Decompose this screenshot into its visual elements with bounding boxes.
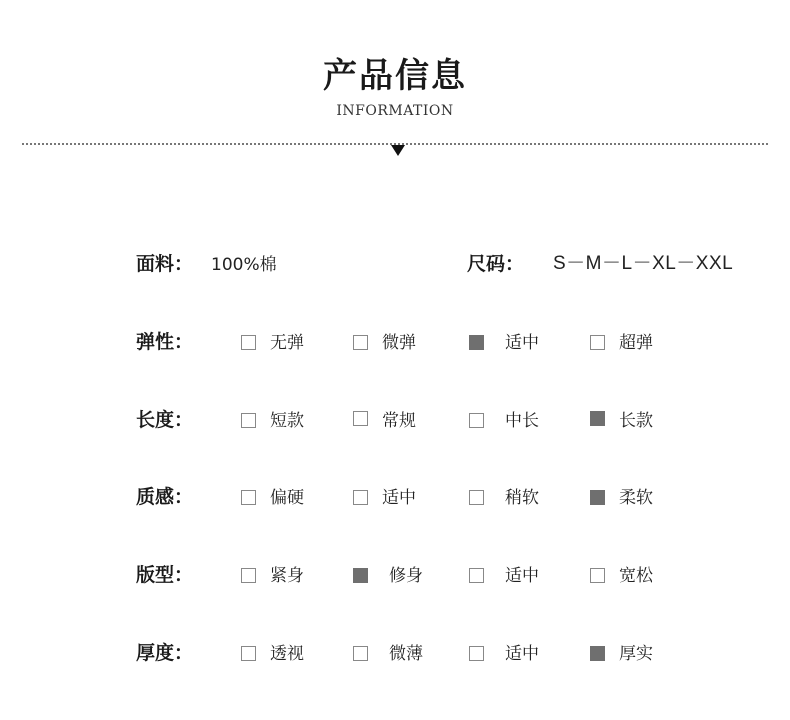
attribute-label: 长度： <box>136 409 194 431</box>
checkbox[interactable] <box>590 335 605 350</box>
checkbox[interactable] <box>469 490 484 505</box>
checkbox[interactable] <box>353 568 368 583</box>
checkbox[interactable] <box>353 335 368 350</box>
size-label: 尺码： <box>467 253 525 275</box>
option-label: 长款 <box>619 411 653 431</box>
checkbox[interactable] <box>241 568 256 583</box>
option-label: 适中 <box>505 644 539 664</box>
attribute-label: 弹性： <box>136 331 194 353</box>
option-label: 适中 <box>505 566 539 586</box>
checkbox[interactable] <box>241 413 256 428</box>
checkbox[interactable] <box>353 646 368 661</box>
attribute-label: 厚度： <box>136 642 194 664</box>
down-triangle-icon <box>391 145 405 156</box>
checkbox[interactable] <box>469 413 484 428</box>
checkbox[interactable] <box>590 646 605 661</box>
fabric-label: 面料： <box>136 253 194 275</box>
checkbox[interactable] <box>241 335 256 350</box>
option-label: 柔软 <box>619 488 653 508</box>
option-label: 稍软 <box>505 488 539 508</box>
option-label: 短款 <box>270 411 304 431</box>
option-label: 透视 <box>270 644 304 664</box>
checkbox[interactable] <box>353 490 368 505</box>
option-label: 适中 <box>382 488 416 508</box>
checkbox[interactable] <box>469 646 484 661</box>
checkbox[interactable] <box>469 568 484 583</box>
option-label: 紧身 <box>270 566 304 586</box>
option-label: 常规 <box>382 411 416 431</box>
fabric-value: 100%棉 <box>211 255 277 275</box>
option-label: 适中 <box>505 333 539 353</box>
option-label: 厚实 <box>619 644 653 664</box>
checkbox[interactable] <box>590 490 605 505</box>
option-label: 修身 <box>389 566 423 586</box>
checkbox[interactable] <box>241 646 256 661</box>
checkbox[interactable] <box>469 335 484 350</box>
option-label: 中长 <box>505 411 539 431</box>
attribute-label: 质感： <box>136 486 194 508</box>
attribute-label: 版型： <box>136 564 194 586</box>
option-label: 超弹 <box>619 333 653 353</box>
option-label: 微薄 <box>389 644 423 664</box>
size-value: S－M－L－XL－XXL <box>553 253 734 274</box>
checkbox[interactable] <box>590 568 605 583</box>
option-label: 偏硬 <box>270 488 304 508</box>
option-label: 宽松 <box>619 566 653 586</box>
option-label: 微弹 <box>382 333 416 353</box>
page-subtitle: INFORMATION <box>336 103 454 119</box>
checkbox[interactable] <box>590 411 605 426</box>
checkbox[interactable] <box>241 490 256 505</box>
page-title: 产品信息 <box>323 56 467 96</box>
checkbox[interactable] <box>353 411 368 426</box>
option-label: 无弹 <box>270 333 304 353</box>
